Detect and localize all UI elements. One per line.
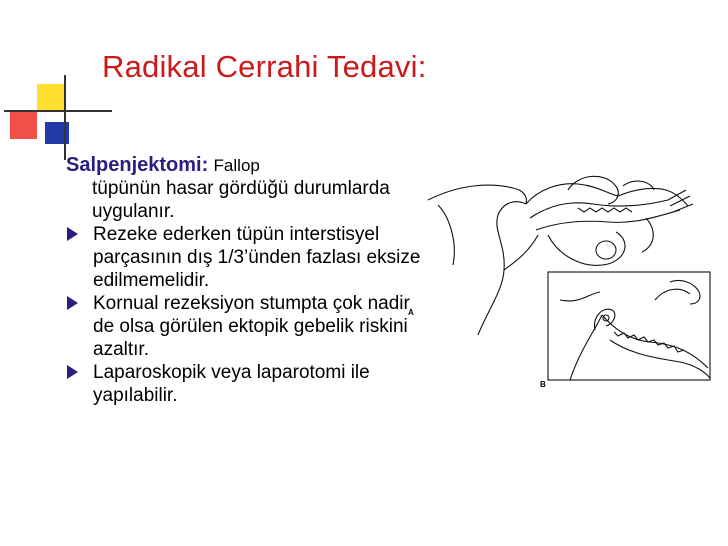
slide-title: Radikal Cerrahi Tedavi: xyxy=(102,49,427,84)
figure-label-b: B xyxy=(540,380,546,389)
lead-paragraph xyxy=(66,154,426,223)
triangle-bullet-icon xyxy=(67,296,78,310)
bullet-text: Rezeke ederken tüpün interstisyel parçasının dış 1/3’ünden fazlası eksize edilmemelidir. xyxy=(93,224,421,291)
bullet-text: Kornual rezeksiyon stumpta çok nadir de olsa görülen ektopik gebelik riskini azaltır. xyxy=(93,293,410,360)
triangle-bullet-icon xyxy=(67,365,78,379)
lead-text-rest: tüpünün hasar gördüğü durumlarda uygulanır. xyxy=(92,178,390,222)
decor-yellow-square xyxy=(37,84,64,111)
bullet-list xyxy=(66,223,426,407)
lead-label: Salpenjektomi: xyxy=(66,154,209,176)
bullet-text: Laparoskopik veya laparotomi ile yapılabilir. xyxy=(93,362,370,406)
bullet-item xyxy=(66,223,426,292)
bullet-item xyxy=(66,361,426,407)
decor-red-square xyxy=(10,112,37,139)
figure-label-a: A xyxy=(408,308,414,317)
lead-text-first: Fallop xyxy=(213,156,260,175)
bullet-item xyxy=(66,292,426,361)
slide-body xyxy=(66,154,426,407)
triangle-bullet-icon xyxy=(67,227,78,241)
decor-vertical-line xyxy=(64,75,66,160)
decor-horizontal-line xyxy=(4,110,112,112)
surgical-illustration-b xyxy=(540,270,712,398)
